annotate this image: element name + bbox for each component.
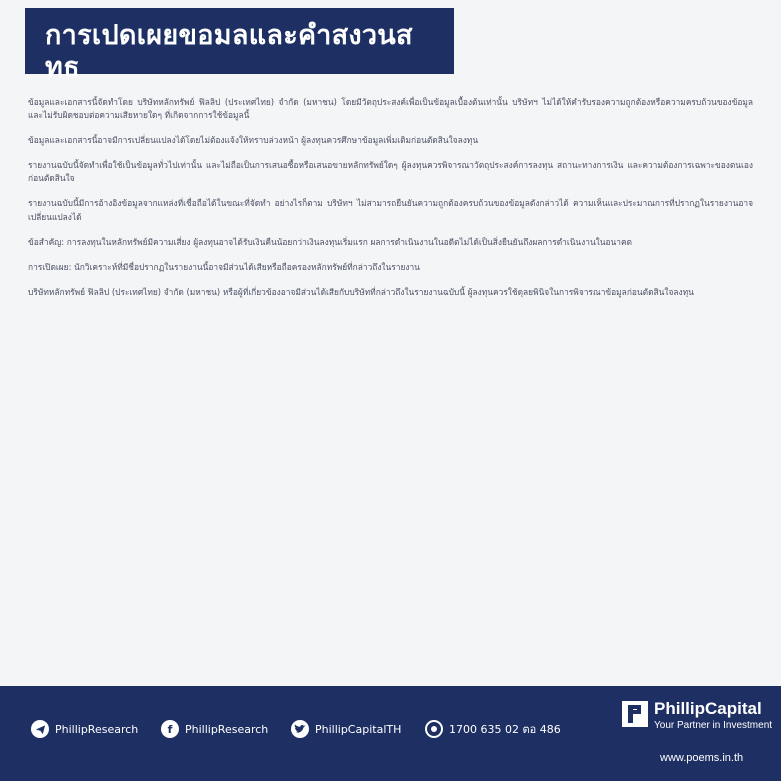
twitter-label: PhillipCapitalTH <box>315 722 402 736</box>
paragraph: ข้อมูลและเอกสารนี้จัดทำโดย บริษัทหลักทรัพย์ ฟิลลิป (ประเทศไทย) จำกัด (มหาชน) โดยมีวัตถุประสงค์เพื่อเป็นข้อมูลเบื้องต้นเท่านั้น บริษัทฯ ไม่ได้ให้คำรับรองความถูกต้องหรือความครบถ้วนของข้อมูล และไม่รับผิดชอบต่อความเสียหายใดๆ ที่เกิดจากการใช้ข้อมูลนี้ <box>28 97 753 121</box>
facebook-icon: f <box>161 720 179 738</box>
telegram-icon <box>31 720 49 738</box>
paragraph: รายงานฉบับนี้มีการอ้างอิงข้อมูลจากแหล่งที่เชื่อถือได้ในขณะที่จัดทำ อย่างไรก็ตาม บริษัทฯ ไม่สามารถยืนยันความถูกต้องครบถ้วนของข้อมูลดังกล่าวได้ ความเห็นและประมาณการที่ปรากฏในรายงานอาจเปลี่ยนแปลงได้ <box>28 198 753 222</box>
paragraph: การเปิดเผย: นักวิเคราะห์ที่มีชื่อปรากฏในรายงานนี้อาจมีส่วนได้เสียหรือถือครองหลักทรัพย์ที่กล่าวถึงในรายงาน <box>28 261 420 272</box>
facebook-link[interactable] <box>161 720 268 738</box>
telegram-label: PhillipResearch <box>55 722 139 736</box>
website-link[interactable]: www.poems.in.th <box>660 752 744 764</box>
brand-tagline: Your Partner in Investment <box>654 720 773 731</box>
paragraph: ข้อมูลและเอกสารนี้อาจมีการเปลี่ยนแปลงได้โดยไม่ต้องแจ้งให้ทราบล่วงหน้า ผู้ลงทุนควรศึกษาข้อมูลเพิ่มเติมก่อนตัดสินใจลงทุน <box>28 135 479 146</box>
brand-name: PhillipCapital <box>654 699 762 718</box>
paragraph: ข้อสำคัญ: การลงทุนในหลักทรัพย์มีความเสี่ยง ผู้ลงทุนอาจได้รับเงินคืนน้อยกว่าเงินลงทุนเริ่มแรก ผลการดำเนินงานในอดีตไม่ได้เป็นสิ่งยืนยันถึงผลการดำเนินงานในอนาคต <box>28 236 632 247</box>
twitter-link[interactable] <box>291 720 401 738</box>
telegram-link[interactable] <box>31 720 138 738</box>
title-line-2: ทธ <box>45 52 80 83</box>
phillip-capital-logo <box>622 699 772 732</box>
disclaimer-body <box>28 96 753 311</box>
title-line-1: การเปดเผยขอมลและคำสงวนส <box>45 20 413 51</box>
facebook-label: PhillipResearch <box>185 722 269 736</box>
phone-contact[interactable] <box>425 720 561 738</box>
page-title <box>45 20 455 84</box>
paragraph: บริษัทหลักทรัพย์ ฟิลลิป (ประเทศไทย) จำกัด (มหาชน) หรือผู้ที่เกี่ยวข้องอาจมีส่วนได้เสียกับบริษัทที่กล่าวถึงในรายงานฉบับนี้ ผู้ลงทุนควรใช้ดุลยพินิจในการพิจารณาข้อมูลก่อนตัดสินใจลงทุน <box>28 286 694 297</box>
paragraph: รายงานฉบับนี้จัดทำเพื่อใช้เป็นข้อมูลทั่วไปเท่านั้น และไม่ถือเป็นการเสนอซื้อหรือเสนอขายหลักทรัพย์ใดๆ ผู้ลงทุนควรพิจารณาวัตถุประสงค์การลงทุน สถานะทางการเงิน และความต้องการเฉพาะของตนเองก่อนตัดสินใจ <box>28 160 753 184</box>
twitter-icon <box>291 720 309 738</box>
phillip-logo-icon <box>622 701 648 727</box>
phone-icon <box>425 720 443 738</box>
phone-number: 1700 635 02 ตอ 486 <box>449 723 561 736</box>
